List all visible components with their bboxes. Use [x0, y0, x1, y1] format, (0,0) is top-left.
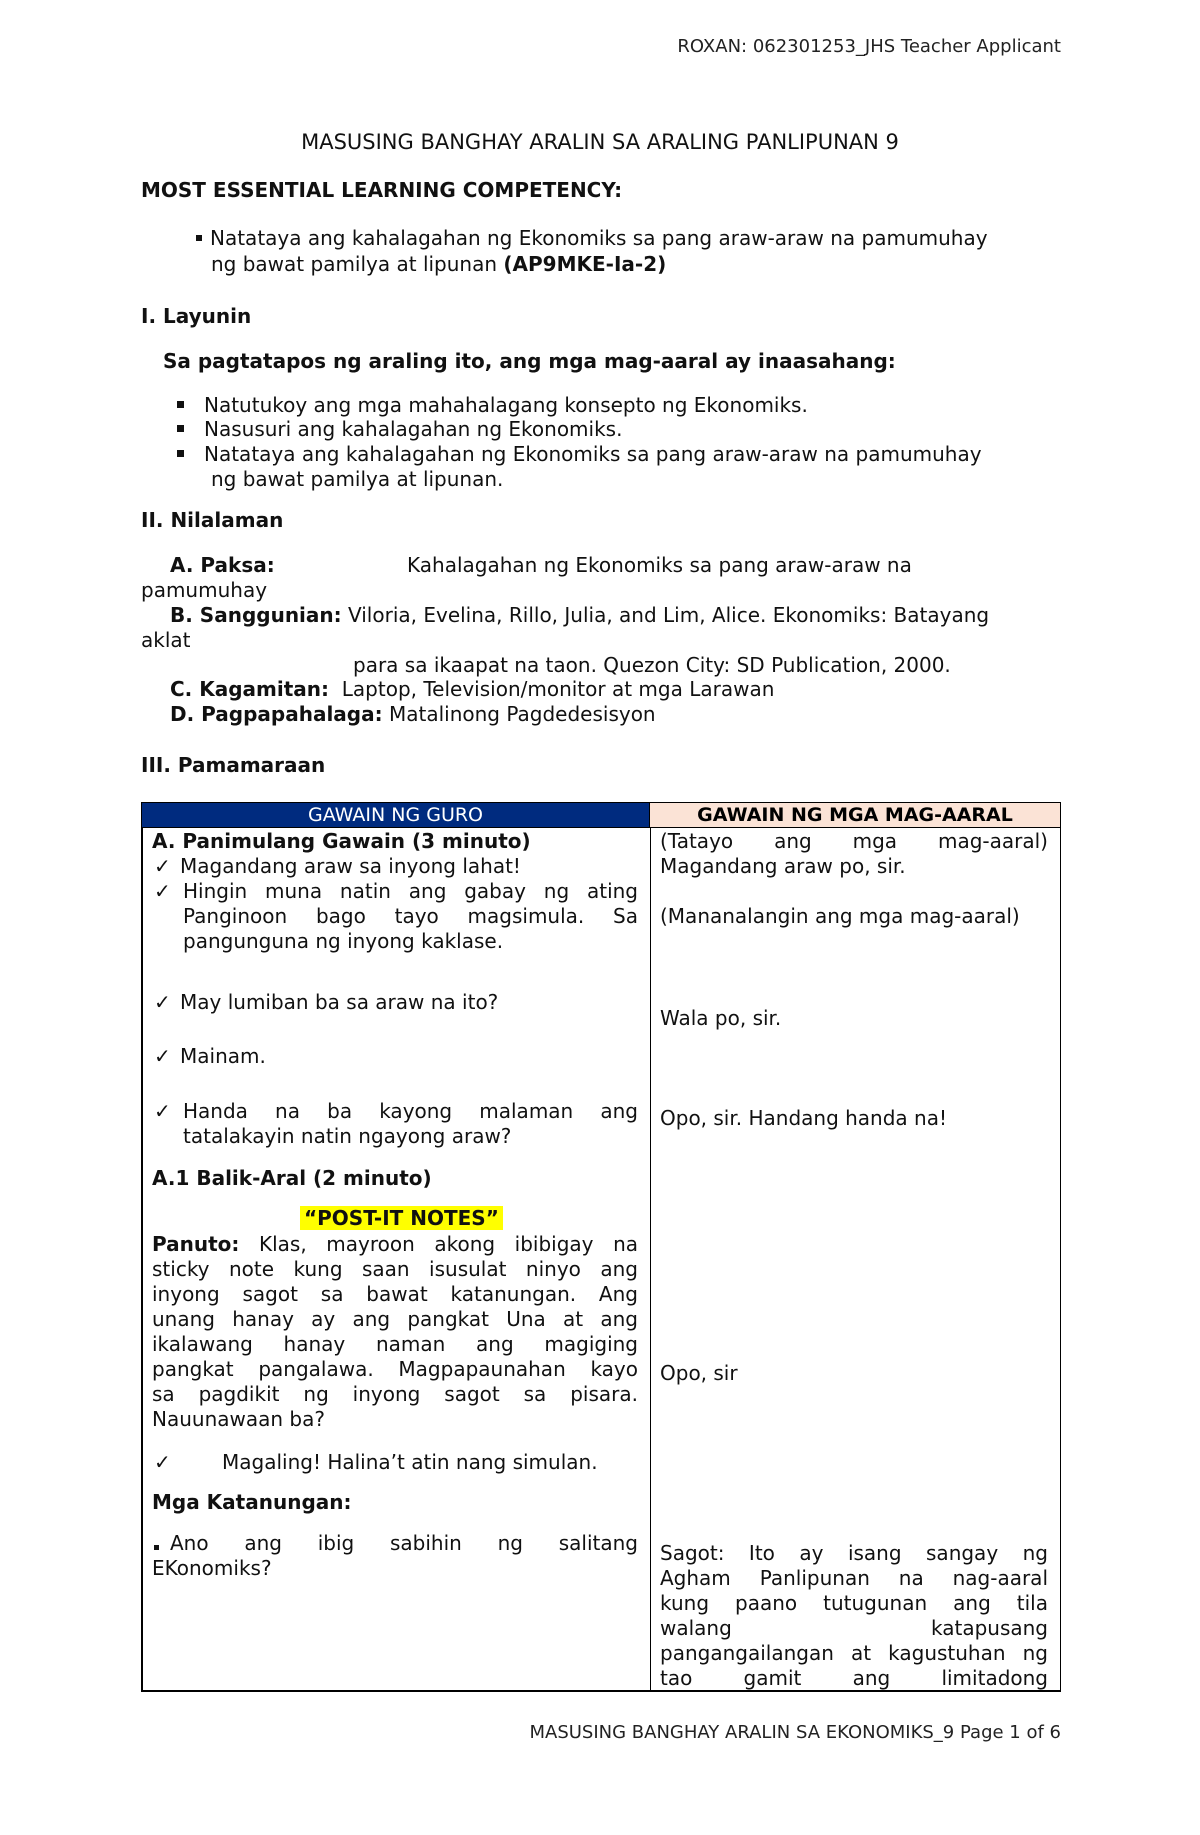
- check-item: [154, 990, 498, 1014]
- r3: Wala po, sir.: [660, 1006, 782, 1030]
- katanungan-heading: Mga Katanungan:: [152, 1490, 352, 1514]
- kagamitan-value: Laptop, Television/monitor at mga Larawan: [341, 677, 775, 701]
- page-footer: [529, 1722, 1061, 1743]
- kagamitan-label: C. Kagamitan:: [170, 677, 330, 701]
- check-item: [154, 1450, 180, 1474]
- melc-line1: Natataya ang kahalagahan ng Ekonomiks sa pang araw-araw na pamumuhay: [210, 226, 988, 250]
- square-bullet-icon: [154, 1545, 159, 1550]
- check-item-text: Magandang araw sa inyong lahat!: [180, 854, 521, 878]
- sanggunian-value: Viloria, Evelina, Rillo, Julia, and Lim, Alice. Ekonomiks: Batayang: [348, 603, 990, 627]
- layunin-item: [177, 393, 808, 417]
- check-item-text: Mainam.: [180, 1044, 266, 1068]
- square-bullet-icon: [177, 401, 184, 408]
- c2-l2: Panginoon bago tayo magsimula. Sa: [183, 904, 638, 928]
- r1-l2: Magandang araw po, sir.: [660, 854, 906, 878]
- checkmark-icon: ✓: [154, 1450, 171, 1474]
- sagot-l6: tao gamit ang limitadong: [660, 1666, 1048, 1690]
- panuto-l7: sa pagdikit ng inyong sagot sa pisara.: [152, 1382, 638, 1406]
- pagpapahalaga-label: D. Pagpapahalaga:: [170, 702, 383, 726]
- c2-l1: Hingin muna natin ang gabay ng ating: [183, 879, 638, 903]
- paksa-label-text: A. Paksa:: [170, 553, 275, 577]
- panuto-text: Klas, mayroon akong ibibigay na: [258, 1232, 638, 1256]
- layunin-item-text: Natataya ang kahalagahan ng Ekonomiks sa pang araw-araw na pamumuhay: [204, 442, 982, 466]
- pamamaraan-table: [141, 802, 1061, 828]
- sagot-l3: kung paano tutugunan ang tila: [660, 1591, 1048, 1615]
- sanggunian-cont1: aklat: [141, 628, 191, 652]
- c5-l2: tatalakayin natin ngayong araw?: [183, 1124, 512, 1148]
- square-bullet-icon: [177, 425, 184, 432]
- layunin-item-text: Nasusuri ang kahalagahan ng Ekonomiks.: [204, 417, 623, 441]
- sagot-l1: Sagot: Ito ay isang sangay ng: [660, 1541, 1048, 1565]
- checkmark-icon: ✓: [154, 990, 171, 1014]
- check-item: [154, 854, 521, 878]
- col-header-magaaral: GAWAIN NG MGA MAG-AARAL: [650, 803, 1061, 828]
- panuto-l1: [152, 1232, 638, 1256]
- q1-l1: Ano ang ibig sabihin ng salitang: [170, 1531, 638, 1555]
- layunin-item3-cont: ng bawat pamilya at lipunan.: [211, 467, 504, 491]
- pagpapahalaga-value: Matalinong Pagdedesisyon: [388, 702, 656, 726]
- c5-l1: Handa na ba kayong malaman ang: [183, 1099, 638, 1123]
- check-item-text: May lumiban ba sa araw na ito?: [180, 990, 499, 1014]
- layunin-item: [177, 442, 982, 466]
- melc-heading: MOST ESSENTIAL LEARNING COMPETENCY:: [141, 178, 623, 202]
- panuto-l5: ikalawang hanay naman ang magiging: [152, 1332, 638, 1356]
- layunin-item-text: Natutukoy ang mga mahahalagang konsepto ng Ekonomiks.: [204, 393, 808, 417]
- melc-item: [196, 226, 988, 250]
- checkmark-icon: ✓: [154, 879, 171, 903]
- panuto-l6: pangkat pangalawa. Magpapaunahan kayo: [152, 1357, 638, 1381]
- kagamitan-row: [170, 677, 774, 701]
- nilalaman-heading: II. Nilalaman: [141, 508, 284, 532]
- postit-title: [300, 1206, 503, 1230]
- paksa-value: Kahalagahan ng Ekonomiks sa pang araw-araw na: [407, 553, 912, 577]
- sagot-l2: Agham Panlipunan na nag-aaral: [660, 1566, 1048, 1590]
- sanggunian-row: [170, 603, 989, 627]
- pamamaraan-heading: III. Pamamaraan: [141, 753, 326, 777]
- square-bullet-icon: [177, 450, 184, 457]
- checkmark-icon: ✓: [154, 1099, 171, 1123]
- r1-l1: (Tatayo ang mga mag-aaral): [660, 829, 1048, 853]
- panuto-l8: Nauunawaan ba?: [152, 1407, 325, 1431]
- panuto-l2: sticky note kung saan isusulat ninyo ang: [152, 1257, 638, 1281]
- c2-l3: pangunguna ng inyong kaklase.: [183, 929, 504, 953]
- sanggunian-label: B. Sanggunian:: [170, 603, 342, 627]
- check-item: [154, 879, 180, 903]
- postit-title-text: “POST-IT NOTES”: [300, 1206, 503, 1230]
- paksa-cont: pamumuhay: [141, 578, 268, 602]
- footer-page: Page 1 of 6: [960, 1722, 1061, 1743]
- sagot-l4: walang katapusang: [660, 1616, 1048, 1640]
- layunin-item: [177, 417, 622, 441]
- col-header-guro: GAWAIN NG GURO: [142, 803, 650, 828]
- layunin-heading: I. Layunin: [141, 304, 252, 328]
- checkmark-icon: ✓: [154, 1044, 171, 1068]
- paksa-label: [170, 553, 275, 577]
- sagot-l5: pangangailangan at kagustuhan ng: [660, 1641, 1048, 1665]
- panuto-l4: unang hanay ay ang pangkat Una at ang: [152, 1307, 638, 1331]
- q1-l2: EKonomiks?: [152, 1556, 272, 1580]
- balik-aral-heading: A.1 Balik-Aral (2 minuto): [152, 1166, 432, 1190]
- melc-line2-wrap: [211, 252, 666, 276]
- melc-code: (AP9MKE-Ia-2): [503, 252, 667, 276]
- checkmark-icon: ✓: [154, 854, 171, 878]
- footer-doc: MASUSING BANGHAY ARALIN SA EKONOMIKS_9: [529, 1722, 955, 1743]
- check-item: [154, 1099, 180, 1123]
- r4: Opo, sir. Handang handa na!: [660, 1106, 947, 1130]
- r5: Opo, sir: [660, 1361, 738, 1385]
- check-item: [154, 1044, 266, 1068]
- layunin-intro: Sa pagtatapos ng araling ito, ang mga mag-aaral ay inaasahang:: [163, 349, 896, 373]
- melc-line2: ng bawat pamilya at lipunan: [211, 252, 498, 276]
- pagpapahalaga-row: [170, 702, 656, 726]
- panuto-label: Panuto:: [152, 1232, 240, 1256]
- magaling-text: Magaling! Halina’t atin nang simulan.: [222, 1450, 598, 1474]
- page-title: MASUSING BANGHAY ARALIN SA ARALING PANLIPUNAN 9: [301, 130, 899, 154]
- sanggunian-cont2: para sa ikaapat na taon. Quezon City: SD Publication, 2000.: [353, 653, 951, 677]
- panimula-heading: A. Panimulang Gawain (3 minuto): [152, 829, 531, 853]
- header-applicant: ROXAN: 062301253_JHS Teacher Applicant: [677, 36, 1061, 57]
- r2: (Mananalangin ang mga mag-aaral): [660, 904, 1020, 928]
- panuto-l3: inyong sagot sa bawat katanungan. Ang: [152, 1282, 638, 1306]
- square-bullet-icon: [196, 235, 202, 241]
- table-bottom-border: [141, 1690, 1061, 1692]
